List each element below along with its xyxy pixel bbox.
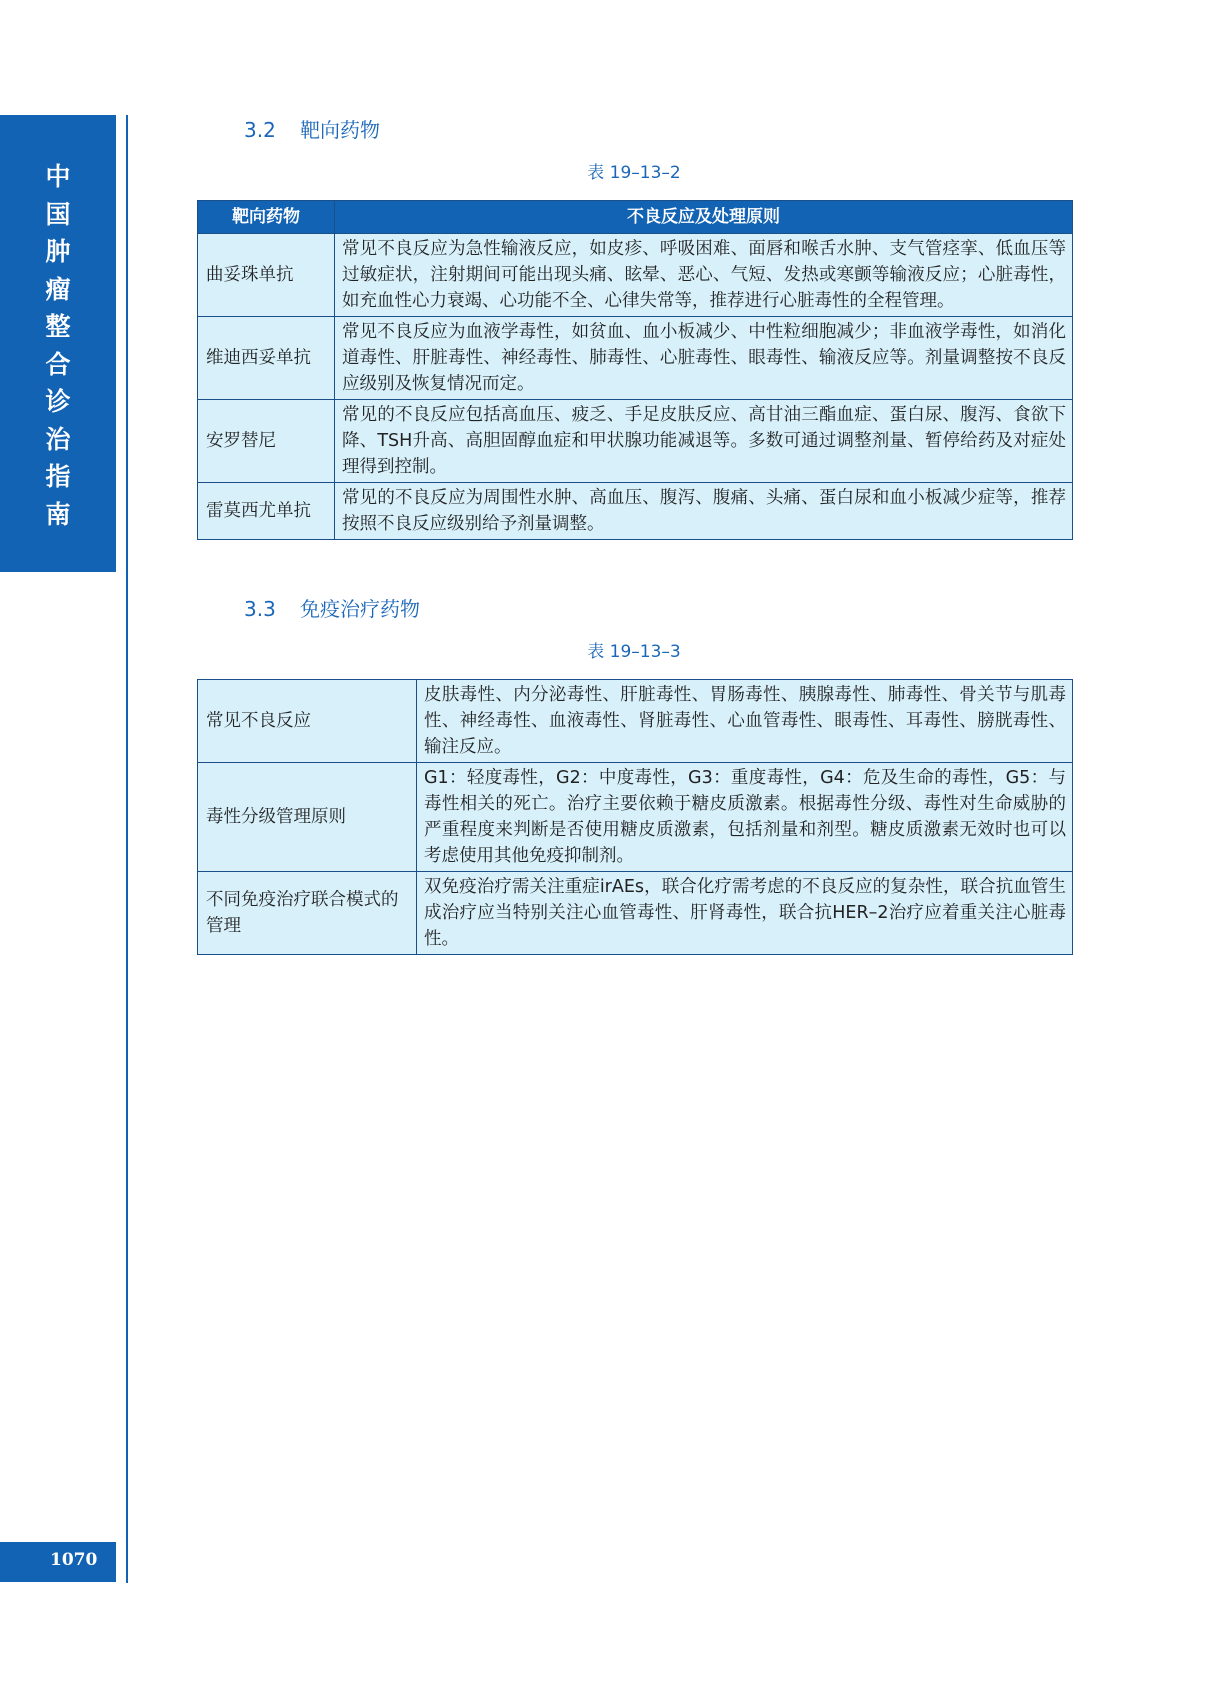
section-heading-3-2 [244, 114, 380, 143]
book-title-char: 合 [45, 349, 71, 379]
drug-name-cell: 曲妥珠单抗 [198, 234, 335, 317]
table-row [198, 872, 1073, 955]
margin-rule [126, 115, 128, 1583]
targeted-drugs-table [197, 200, 1073, 540]
row-label-cell: 不同免疫治疗联合模式的管理 [198, 872, 417, 955]
adverse-reaction-cell: 常见不良反应为急性输液反应，如皮疹、呼吸困难、面唇和喉舌水肿、支气管痉挛、低血压等过敏症状，注射期间可能出现头痛、眩晕、恶心、气短、发热或寒颤等输液反应；心脏毒性，如充血性心力衰竭、心功能不全、心律失常等，推荐进行心脏毒性的全程管理。 [335, 234, 1073, 317]
book-title-char: 诊 [45, 387, 71, 416]
table-header-row [198, 201, 1073, 234]
table-row [198, 763, 1073, 872]
adverse-reaction-cell: 常见不良反应为血液学毒性，如贫血、血小板减少、中性粒细胞减少；非血液学毒性，如消化道毒性、肝脏毒性、神经毒性、肺毒性、心脏毒性、眼毒性、输液反应等。剂量调整按不良反应级别及恢复情况而定。 [335, 317, 1073, 400]
page-number: 1070 [50, 1550, 98, 1570]
row-label-cell: 常见不良反应 [198, 680, 417, 763]
column-header-drug: 靶向药物 [198, 201, 335, 234]
row-content-cell: 皮肤毒性、内分泌毒性、肝脏毒性、胃肠毒性、胰腺毒性、肺毒性、骨关节与肌毒性、神经毒性、血液毒性、肾脏毒性、心血管毒性、眼毒性、耳毒性、膀胱毒性、输注反应。 [417, 680, 1073, 763]
adverse-reaction-cell: 常见的不良反应为周围性水肿、高血压、腹泻、腹痛、头痛、蛋白尿和血小板减少症等，推荐按照不良反应级别给予剂量调整。 [335, 483, 1073, 540]
book-title-char: 国 [45, 199, 71, 229]
book-title-char: 指 [45, 462, 71, 491]
book-title-char: 肿 [45, 237, 71, 266]
section-title: 靶向药物 [300, 118, 380, 142]
section-number: 3.3 [244, 597, 276, 621]
drug-name-cell: 安罗替尼 [198, 400, 335, 483]
table-caption-19-13-3: 表 19–13–3 [587, 642, 681, 662]
adverse-reaction-cell: 常见的不良反应包括高血压、疲乏、手足皮肤反应、高甘油三酯血症、蛋白尿、腹泻、食欲下降、TSH升高、高胆固醇血症和甲状腺功能减退等。多数可通过调整剂量、暂停给药及对症处理得到控制。 [335, 400, 1073, 483]
table-row [198, 400, 1073, 483]
immunotherapy-table [197, 679, 1073, 955]
row-content-cell: 双免疫治疗需关注重症irAEs，联合化疗需考虑的不良反应的复杂性，联合抗血管生成治疗应当特别关注心血管毒性、肝肾毒性，联合抗HER–2治疗应着重关注心脏毒性。 [417, 872, 1073, 955]
book-title-char: 整 [45, 312, 71, 341]
row-content-cell: G1：轻度毒性，G2：中度毒性，G3：重度毒性，G4：危及生命的毒性，G5：与毒性相关的死亡。治疗主要依赖于糖皮质激素。根据毒性分级、毒性对生命威胁的严重程度来判断是否使用糖皮质激素，包括剂量和剂型。糖皮质激素无效时也可以考虑使用其他免疫抑制剂。 [417, 763, 1073, 872]
table-row [198, 234, 1073, 317]
row-label-cell: 毒性分级管理原则 [198, 763, 417, 872]
book-title-char: 治 [45, 424, 71, 454]
book-title-char: 中 [45, 162, 71, 191]
section-title: 免疫治疗药物 [300, 597, 420, 621]
book-title-char: 瘤 [45, 274, 71, 304]
drug-name-cell: 维迪西妥单抗 [198, 317, 335, 400]
drug-name-cell: 雷莫西尤单抗 [198, 483, 335, 540]
section-number: 3.2 [244, 118, 276, 142]
table-caption-19-13-2: 表 19–13–2 [587, 163, 681, 183]
book-title-vertical [0, 158, 116, 533]
table-row [198, 317, 1073, 400]
book-title-char: 南 [45, 499, 71, 529]
section-heading-3-3 [244, 593, 420, 622]
column-header-adverse: 不良反应及处理原则 [335, 201, 1073, 234]
table-row [198, 483, 1073, 540]
table-row [198, 680, 1073, 763]
